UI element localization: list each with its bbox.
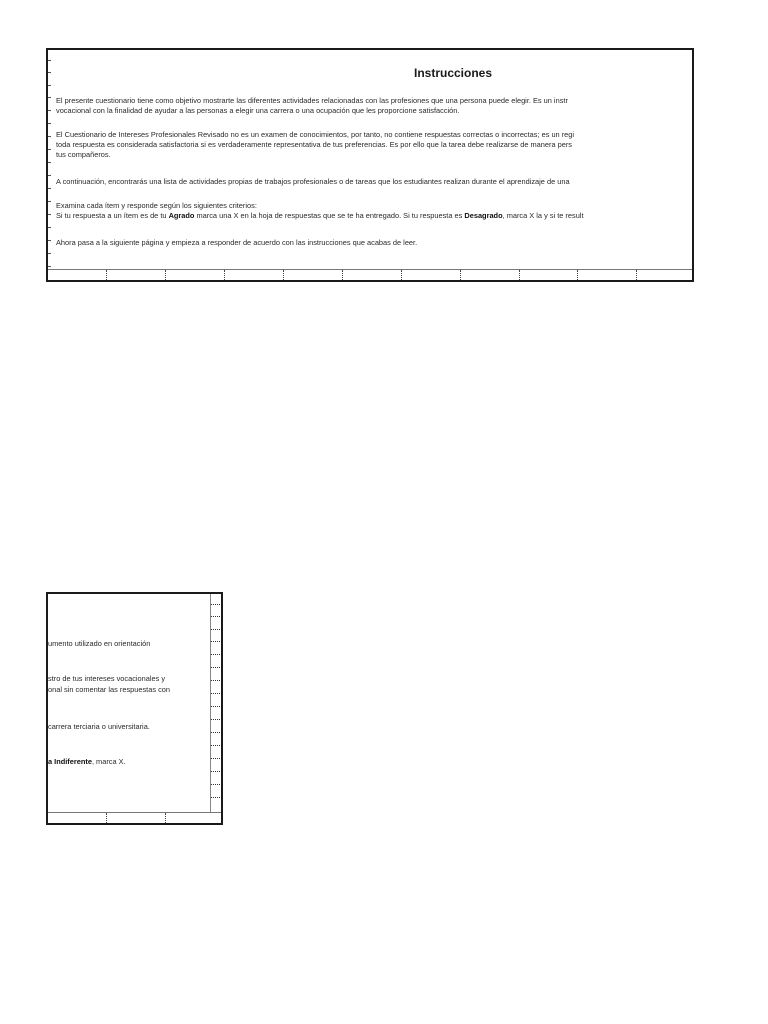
bottom-cell-row [48,269,692,280]
closing-instruction: Ahora pasa a la siguiente página y empieza a responder de acuerdo con las instrucciones que acabas de leer. [56,238,418,247]
paragraph-1-line-2: vocacional con la finalidad de ayudar a las personas a elegir una carrera o una ocupación que les proporcione satisfacción. [56,106,460,115]
instructions-page-2 [46,592,223,825]
desagrado-label: Desagrado [464,211,503,220]
overflow-line-2: stro de tus intereses vocacionales y [48,674,166,683]
right-dotted-column [210,594,223,812]
paragraph-2-line-2: toda respuesta es considerada satisfactoria si es verdaderamente representativa de tus preferencias. Es por ello que la tarea debe realizarse de manera pers [56,140,572,149]
overflow-line-5-rest: , marca X. [91,757,126,766]
bottom-cell-row [48,812,221,823]
overflow-line-3: onal sin comentar las respuestas con [48,685,171,694]
overflow-line-1: umento utilizado en orientación [48,639,151,648]
page-title: Instrucciones [414,66,493,80]
criteria-text-2: marca una X en la hoja de respuestas que se te ha entregado. Si tu respuesta es [194,211,465,220]
criteria-text-3: , marca X la y si te result [502,211,584,220]
criteria-intro: Examina cada ítem y responde según los siguientes criterios: [56,201,257,210]
criteria-line [56,211,584,221]
row-ticks [48,50,51,280]
overflow-line-5 [48,757,126,767]
paragraph-1-line-1: El presente cuestionario tiene como objetivo mostrarte las diferentes actividades relacionadas con las profesiones que una persona puede elegir. Es un instr [56,96,568,105]
paragraph-3: A continuación, encontrarás una lista de actividades propias de trabajos profesionales o de tareas que los estudiantes realizan durante el aprendizaje de una [56,177,570,186]
indiferente-label: a Indiferente [48,757,92,766]
criteria-text-1: Si tu respuesta a un ítem es de tu [56,211,169,220]
paragraph-2-line-3: tus compañeros. [56,150,111,159]
paragraph-2-line-1: El Cuestionario de Intereses Profesionales Revisado no es un examen de conocimientos, por tanto, no contiene respuestas correctas o incorrectas; es un regi [56,130,575,139]
overflow-line-4: carrera terciaria o universitaria. [48,722,150,731]
instructions-page-1 [46,48,694,282]
agrado-label: Agrado [168,211,195,220]
